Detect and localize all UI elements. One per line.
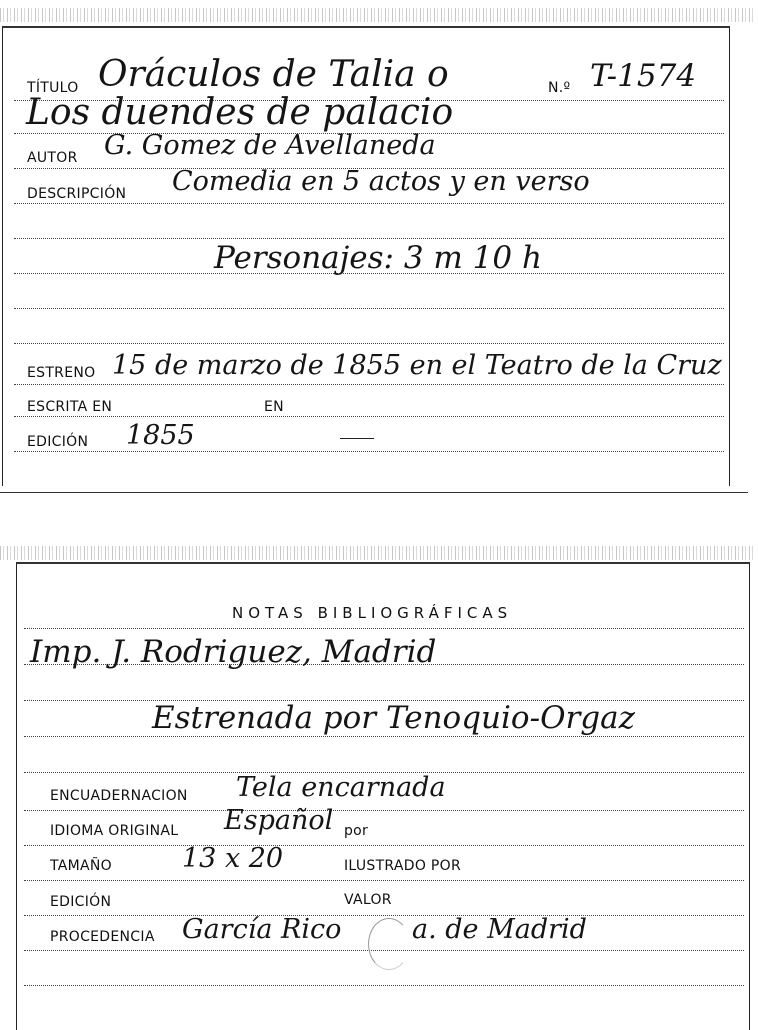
scan-noise-top (0, 8, 755, 22)
estreno-label: ESTRENO (27, 365, 96, 381)
por-label: por (344, 823, 369, 839)
edicion-value: 1855 (126, 420, 195, 451)
dotted-rule (24, 810, 744, 811)
procedencia-value: García Rico (182, 914, 342, 945)
faded-stamp-mark (368, 918, 410, 970)
dotted-rule (24, 628, 744, 629)
autor-label: AUTOR (27, 150, 78, 166)
dotted-rule (14, 416, 724, 417)
idioma-original-value: Español (224, 805, 334, 836)
descripcion-label: DESCRIPCIÓN (27, 186, 127, 202)
notas-bibliograficas-heading: NOTAS BIBLIOGRÁFICAS (232, 604, 513, 622)
titulo-label: TÍTULO (27, 80, 79, 96)
encuadernacion-value: Tela encarnada (236, 772, 446, 803)
idioma-original-label: IDIOMA ORIGINAL (50, 823, 179, 839)
dotted-rule (14, 203, 724, 204)
procedencia-value-place: a. de Madrid (412, 914, 587, 945)
scan-noise-bottom (0, 546, 755, 560)
valor-label: VALOR (344, 892, 392, 908)
dotted-rule (24, 985, 744, 986)
titulo-value-line1: Oráculos de Talia o (98, 54, 449, 95)
edicion-label-2: EDICIÓN (50, 894, 112, 910)
dotted-rule (24, 736, 744, 737)
dotted-rule (14, 308, 724, 309)
dotted-rule (14, 238, 724, 239)
tamano-label: TAMAÑO (50, 858, 112, 874)
note-estrenada: Estrenada por Tenoquio-Orgaz (152, 700, 635, 736)
numero-value: T-1574 (590, 58, 697, 94)
autor-value: G. Gomez de Avellaneda (104, 130, 436, 161)
dotted-rule (24, 845, 744, 846)
note-imprenta: Imp. J. Rodriguez, Madrid (30, 634, 437, 670)
titulo-value-line2: Los duendes de palacio (26, 92, 454, 133)
estreno-value: 15 de marzo de 1855 en el Teatro de la Cruz (112, 350, 722, 381)
ilustrado-por-label: ILUSTRADO POR (344, 858, 461, 874)
descripcion-value: Comedia en 5 actos y en verso (172, 166, 590, 197)
tamano-value: 13 x 20 (182, 843, 284, 874)
edicion-label: EDICIÓN (27, 434, 89, 450)
en-label: EN (264, 399, 284, 415)
dotted-rule (24, 880, 744, 881)
pen-dash-mark (340, 438, 374, 439)
personajes-note: Personajes: 3 m 10 h (214, 240, 542, 276)
encuadernacion-label: ENCUADERNACION (50, 788, 188, 804)
numero-label: N.º (548, 80, 571, 96)
dotted-rule (14, 343, 724, 344)
dotted-rule (14, 384, 724, 385)
escrita-en-label: ESCRITA EN (27, 399, 113, 415)
procedencia-label: PROCEDENCIA (50, 929, 155, 945)
card-separator-line (0, 492, 748, 493)
dotted-rule (14, 451, 724, 452)
dotted-rule (24, 915, 744, 916)
